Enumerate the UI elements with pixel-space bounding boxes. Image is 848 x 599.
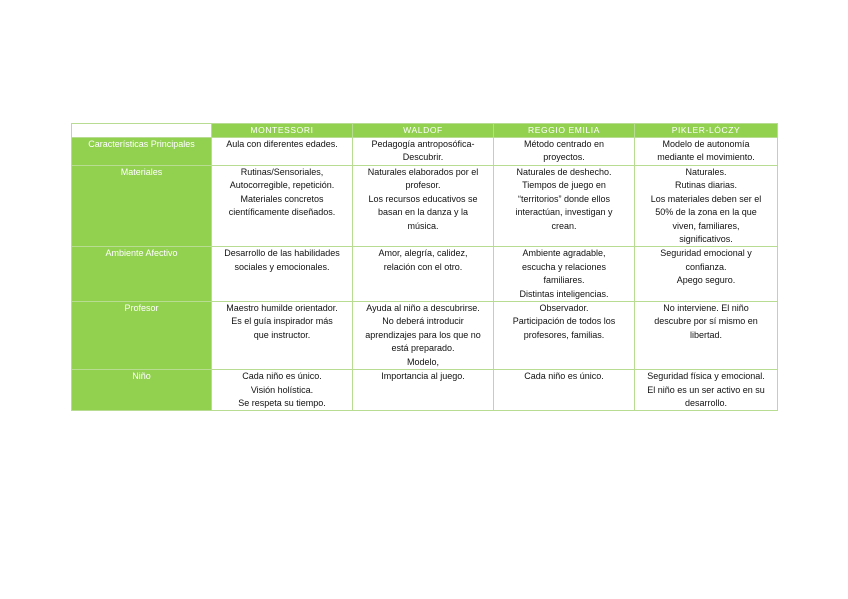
cell-text-line: No deberá introducir (382, 316, 464, 327)
row-header-materiales: Materiales (72, 166, 212, 247)
cell-materiales-pikler-loczy (635, 166, 778, 247)
cell-nino-montessori (212, 370, 353, 411)
cell-text-line: profesor. (405, 180, 441, 191)
cell-text-line: Modelo de autonomía (662, 139, 750, 149)
cell-text-line: “territorios” donde ellos (517, 193, 611, 204)
cell-text-line: Ambiente agradable, (522, 248, 606, 259)
cell-text-line: Materiales concretos (240, 193, 324, 204)
cell-text-line: Observador. (539, 303, 589, 314)
cell-text-line: interactúan, investigan y (515, 207, 613, 218)
cell-ambiente-afectivo-pikler-loczy (635, 247, 778, 302)
cell-text-line: Cada niño es único. (242, 371, 322, 382)
cell-caracteristicas-principales-montessori (212, 138, 353, 166)
cell-text-line: Naturales elaborados por el (367, 167, 479, 177)
cell-text-line: aprendizajes para los que no (365, 329, 481, 340)
cell-text-line: Participación de todos los (512, 316, 616, 327)
cell-text-line: Amor, alegría, calidez, (378, 248, 468, 259)
cell-text-line: relación con el otro. (383, 261, 463, 272)
cell-text-line: Los materiales deben ser el (650, 193, 762, 204)
cell-text-line: basan en la danza y la (377, 207, 469, 218)
column-header-pikler-loczy: PIKLER-LÓCZY (635, 124, 778, 138)
cell-text-line: está preparado. (391, 343, 455, 354)
cell-text-line: confianza. (685, 261, 727, 272)
cell-text-line: Pedagogía antroposófica- (371, 139, 475, 149)
cell-text-line: Seguridad emocional y (660, 248, 752, 259)
cell-text-line: Método centrado en (523, 139, 605, 149)
table-row-caracteristicas-principales (72, 138, 778, 166)
cell-text-line: Descubrir. (402, 152, 444, 163)
cell-caracteristicas-principales-pikler-loczy (635, 138, 778, 166)
cell-nino-pikler-loczy (635, 370, 778, 411)
row-header-caracteristicas-principales: Características Principales (72, 138, 212, 166)
cell-caracteristicas-principales-reggio-emilia (494, 138, 635, 166)
cell-ambiente-afectivo-reggio-emilia (494, 247, 635, 302)
cell-text-line: Ayuda al niño a descubrirse. (366, 303, 480, 314)
cell-text-line: 50% de la zona en la que (655, 207, 757, 218)
cell-text-line: Aula con diferentes edades. (226, 139, 338, 149)
header-row (72, 124, 778, 138)
table-row-materiales (72, 166, 778, 247)
cell-text-line: familiares. (543, 275, 585, 286)
column-header-reggio-emilia: REGGIO EMILIA (494, 124, 635, 138)
cell-text-line: proyectos. (543, 152, 585, 163)
table-row-nino (72, 370, 778, 411)
cell-text-line: Naturales de deshecho. (516, 167, 612, 177)
cell-text-line: escucha y relaciones (521, 261, 607, 272)
cell-text-line: desarrollo. (684, 397, 728, 408)
cell-materiales-montessori (212, 166, 353, 247)
cell-text-line: Naturales. (685, 167, 727, 177)
cell-text-line: significativos. (679, 234, 733, 245)
row-header-profesor: Profesor (72, 302, 212, 370)
cell-text-line: Se respeta su tiempo. (238, 397, 326, 408)
cell-text-line: No interviene. El niño (663, 303, 749, 314)
cell-text-line: Rutinas/Sensoriales, (240, 167, 324, 177)
cell-text-line: sociales y emocionales. (234, 261, 330, 272)
cell-ambiente-afectivo-montessori (212, 247, 353, 302)
cell-ambiente-afectivo-waldof (353, 247, 494, 302)
cell-profesor-pikler-loczy (635, 302, 778, 370)
cell-caracteristicas-principales-waldof (353, 138, 494, 166)
cell-text-line: crean. (551, 220, 577, 231)
cell-text-line: El niño es un ser activo en su (647, 384, 765, 395)
cell-nino-waldof (353, 370, 494, 411)
cell-text-line: viven, familiares, (672, 220, 740, 231)
cell-text-line: Importancia al juego. (381, 371, 465, 382)
cell-text-line: Maestro humilde orientador. (226, 303, 338, 314)
comparison-table (71, 123, 778, 411)
column-header-montessori: MONTESSORI (212, 124, 353, 138)
cell-text-line: Autocorregible, repetición. (229, 180, 335, 191)
cell-text-line: descubre por sí mismo en (654, 316, 758, 327)
cell-text-line: libertad. (689, 329, 723, 340)
cell-text-line: mediante el movimiento. (657, 152, 755, 163)
row-header-ambiente-afectivo: Ambiente Afectivo (72, 247, 212, 302)
cell-text-line: Modelo, (406, 356, 440, 367)
cell-text-line: música. (407, 220, 439, 231)
cell-nino-reggio-emilia (494, 370, 635, 411)
cell-text-line: Rutinas diarias. (674, 180, 738, 191)
cell-text-line: Visión holística. (250, 384, 314, 395)
cell-materiales-reggio-emilia (494, 166, 635, 247)
table-row-ambiente-afectivo (72, 247, 778, 302)
cell-text-line: Desarrollo de las habilidades (224, 248, 340, 259)
column-header-waldof: WALDOF (353, 124, 494, 138)
cell-text-line: Apego seguro. (676, 275, 736, 286)
cell-profesor-reggio-emilia (494, 302, 635, 370)
cell-text-line: Los recursos educativos se (368, 193, 478, 204)
cell-text-line: Es el guía inspirador más (231, 316, 333, 327)
cell-profesor-waldof (353, 302, 494, 370)
cell-text-line: que instructor. (253, 329, 311, 340)
corner-cell (72, 124, 212, 138)
cell-text-line: profesores, familias. (523, 329, 605, 340)
cell-text-line: Cada niño es único. (524, 371, 604, 382)
cell-materiales-waldof (353, 166, 494, 247)
cell-text-line: Distintas inteligencias. (519, 288, 609, 299)
table-row-profesor (72, 302, 778, 370)
cell-text-line: científicamente diseñados. (228, 207, 336, 218)
cell-text-line: Tiempos de juego en (522, 180, 606, 191)
cell-profesor-montessori (212, 302, 353, 370)
row-header-nino: Niño (72, 370, 212, 411)
cell-text-line: Seguridad física y emocional. (647, 371, 765, 382)
